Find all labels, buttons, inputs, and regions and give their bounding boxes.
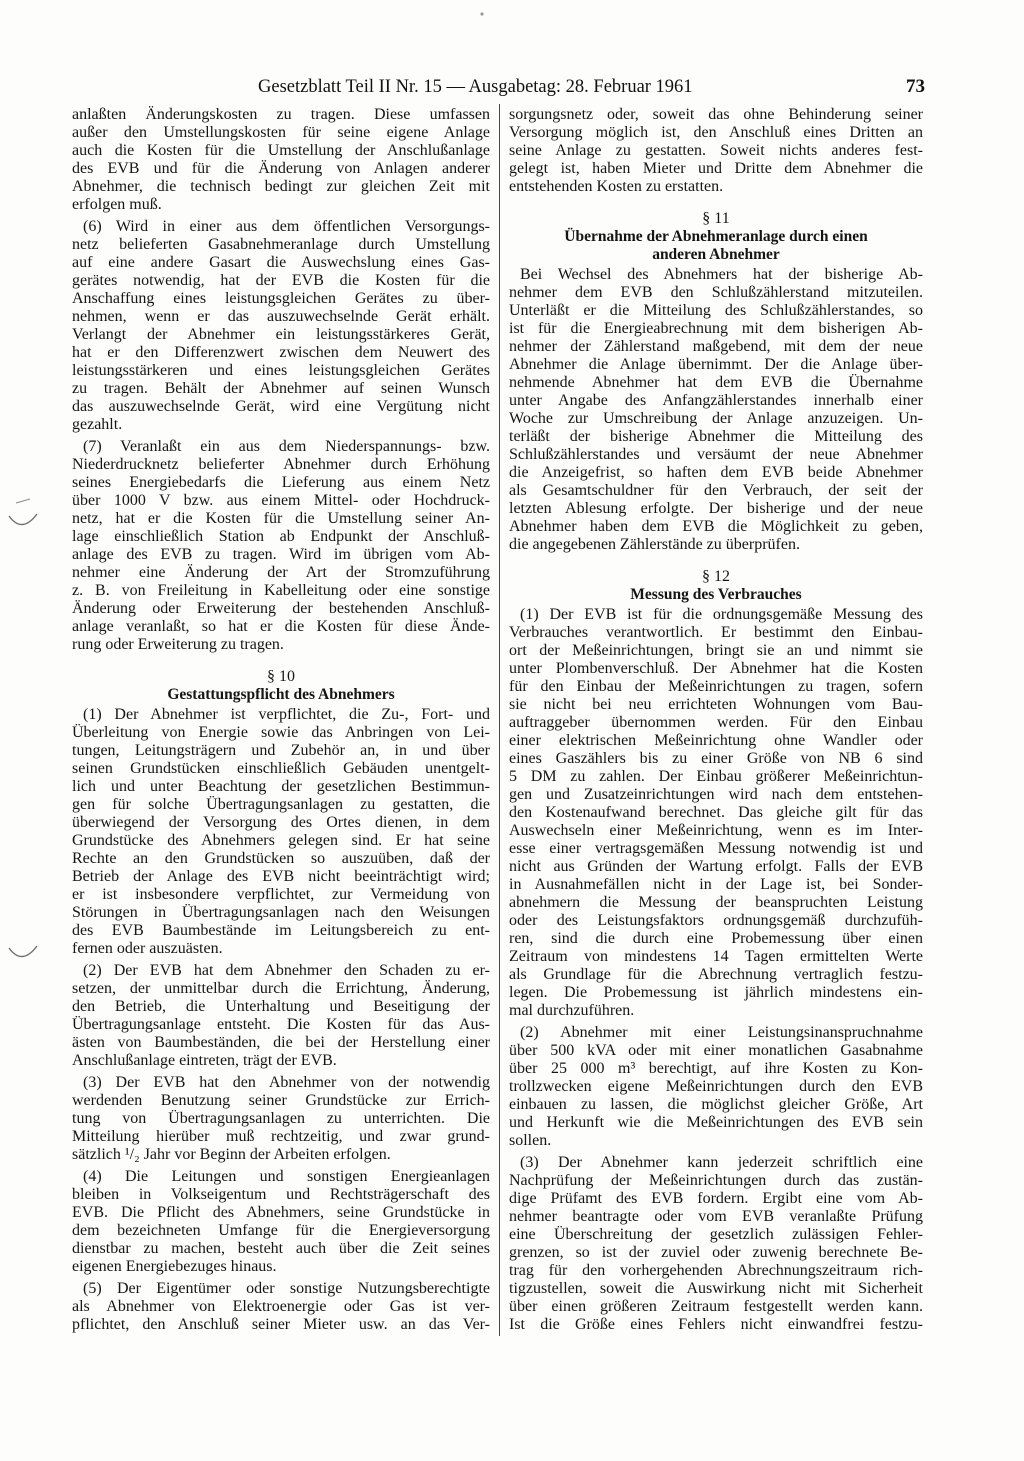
text-line: sorgungsnetz oder, soweit das ohne Behinderung seiner — [509, 106, 923, 123]
text-line: Rechte an den Grundstücken so auszuüben, daß der — [72, 850, 490, 867]
text-line: den Betrieb, die Unterhaltung und Beseitigung der — [72, 998, 490, 1015]
text-line: Verlangt der Abnehmer ein leistungsstärkeres Gerät, — [72, 326, 490, 343]
text-line: (7) Veranlaßt ein aus dem Niederspannungs- bzw. — [83, 438, 490, 455]
text-line: setzen, der unmittelbar durch die Errichtung, Änderung, — [72, 980, 490, 997]
text-line: nehmende Abnehmer hat dem EVB die Übernahme — [509, 374, 923, 391]
text-line: entstehenden Kosten zu erstatten. — [509, 178, 724, 195]
text-line: Nachprüfung der Meßeinrichtungen durch das zustän- — [509, 1172, 923, 1189]
text-line: Verbrauches verantwortlich. Er bestimmt den Einbau- — [509, 624, 923, 641]
text-line: fernen oder auszuästen. — [72, 940, 223, 957]
section-title: anderen Abnehmer — [652, 246, 780, 263]
text-line: (3) Der EVB hat den Abnehmer von der notwendig — [83, 1074, 490, 1091]
text-line: sätzlich ¹/₂ Jahr vor Beginn der Arbeiten erfolgen. — [72, 1146, 391, 1163]
text-line: Überleitung von Energie sowie das Anbringen von Lei- — [72, 724, 490, 741]
text-line: außer den Umstellungskosten für seine eigene Anlage — [72, 124, 490, 141]
text-line: den Kostenaufwand berechnet. Das gleiche gilt für das — [509, 804, 923, 821]
text-line: gezahlt. — [72, 416, 123, 433]
text-line: Schlußzählerstandes und versäumt der neue Abnehmer — [509, 446, 923, 463]
text-line: Ist die Größe eines Fehlers nicht einwandfrei festzu- — [509, 1316, 923, 1333]
text-line: letzten Ablesung erfolgte. Der bisherige und der neue — [509, 500, 923, 517]
text-line: tigzustellen, soweit die Auswirkung nicht mit Sicherheit — [509, 1280, 923, 1297]
text-line: für den Einbau der Meßeinrichtungen zu tragen, sofern — [509, 678, 923, 695]
text-line: EVB. Die Pflicht des Abnehmers, seine Grundstücke in — [72, 1204, 490, 1221]
text-line: anlage veranlaßt, so hat er die Kosten für diese Ände- — [72, 618, 490, 635]
text-line: Abnehmer, die technisch bedingt zur gleichen Zeit mit — [72, 178, 490, 195]
text-line: des EVB und für die Änderung von Anlagen anderer — [72, 160, 490, 177]
text-line: über 1000 V bzw. aus einem Mittel- oder Hochdruck- — [72, 492, 490, 509]
text-line: 5 DM zu zahlen. Der Einbau größerer Meßeinrichtun- — [509, 768, 923, 785]
text-line: legen. Die Probemessung ist jährlich mindestens ein- — [509, 984, 923, 1001]
text-line: rung oder Erweiterung zu tragen. — [72, 636, 284, 653]
text-line: nehmer beantragte oder vom EVB veranlaßte Prüfung — [509, 1208, 923, 1225]
page-number: 73 — [906, 76, 925, 97]
text-line: anlaßten Änderungskosten zu tragen. Diese umfassen — [72, 106, 490, 123]
text-line: Änderung oder Erweiterung der bestehenden Anschluß- — [72, 600, 490, 617]
text-line: unter Plombenverschluß. Der Abnehmer hat die Kosten — [509, 660, 923, 677]
text-line: gelegt ist, haben Mieter und Dritte dem Abnehmer die — [509, 160, 923, 177]
text-line: die Anzeigefrist, so haften dem EVB beide Abnehmer — [509, 464, 923, 481]
text-line: und Herkunft wie die Meßeinrichtungen des EVB sein — [509, 1114, 923, 1131]
text-line: über einen größeren Zeitraum festgestellt werden kann. — [509, 1298, 923, 1315]
text-line: pflichtet, den Anschluß seiner Mieter usw. an das Ver- — [72, 1316, 490, 1333]
text-line: gen für solche Übertragungsanlagen zu gestatten, die — [72, 796, 490, 813]
text-line: Übertragungsanlage entsteht. Die Kosten für das Aus- — [72, 1016, 490, 1033]
text-line: gerätes notwendig, hat der EVB die Kosten für die — [72, 272, 490, 289]
scan-mark — [16, 499, 30, 503]
text-line: anlage des EVB zu tragen. Wird im übrigen vom Ab- — [72, 546, 490, 563]
text-line: auftraggeber übernommen werden. Für den Einbau — [509, 714, 923, 731]
text-line: Unterläßt er die Mitteilung des Schlußzählerstandes, so — [509, 302, 923, 319]
text-line: Mitteilung hierüber muß rechtzeitig, und zwar grund- — [72, 1128, 490, 1145]
text-line: oder des Leistungsfaktors ordnungsgemäß durchzufüh- — [509, 912, 923, 929]
text-line: Störungen in Übertragungsanlagen nach den Weisungen — [72, 904, 490, 921]
text-line: dige Prüfamt des EVB fordern. Ergibt eine vom Ab- — [509, 1190, 923, 1207]
text-line: esse einer vertragsgemäßen Messung notwendig ist und — [509, 840, 923, 857]
section-number: § 11 — [702, 210, 730, 227]
text-line: tungen, Leitungsträgern und Zubehör an, in und über — [72, 742, 490, 759]
text-line: tung von Übertragungsanlagen zu unterrichten. Die — [72, 1110, 490, 1127]
scan-dot — [480, 12, 483, 15]
scan-mark — [9, 946, 37, 957]
text-line: nehmer dem EVB den Schlußzählerstand mitzuteilen. — [509, 284, 923, 301]
text-line: über 500 kVA oder mit einer monatlichen Gasabnahme — [509, 1042, 923, 1059]
text-line: netz, hat er die Kosten für die Umstellung seiner An- — [72, 510, 490, 527]
text-line: Grundstücke des Abnehmers gelegen sind. Er hat seine — [72, 832, 490, 849]
text-line: abnehmern die Messung der beanspruchten Leistung — [509, 894, 923, 911]
text-line: ren, sind die durch eine Probemessung über einen — [509, 930, 923, 947]
text-line: das auszuwechselnde Gerät, wird eine Vergütung nicht — [72, 398, 490, 415]
text-line: überwiegend der Versorgung des Ortes dienen, in dem — [72, 814, 490, 831]
text-line: Abnehmer die Anlage übernimmt. Der die Anlage über- — [509, 356, 923, 373]
text-line: Betrieb der Anlage des EVB nicht beeinträchtigt wird; — [72, 868, 490, 885]
text-line: grenzen, so ist der zuviel oder zuwenig berechnete Be- — [509, 1244, 923, 1261]
text-line: nehmen, wenn er das auszuwechselnde Gerät erhält. — [72, 308, 490, 325]
text-line: als Grundlage für die Abrechnung vertraglich festzu- — [509, 966, 923, 983]
text-line: werdenden Benutzung seiner Grundstücke zur Errich- — [72, 1092, 490, 1109]
text-line: netz belieferten Gasabnehmeranlage durch Umstellung — [72, 236, 490, 253]
text-line: lage einschließlich Station ab Endpunkt der Anschluß- — [72, 528, 490, 545]
text-line: des EVB Baumbestände im Leitungsbereich zu ent- — [72, 922, 490, 939]
text-line: seine Anlage zu gestatten. Soweit nichts anderes fest- — [509, 142, 923, 159]
text-line: Anschaffung eines leistungsgleichen Gerätes zu über- — [72, 290, 490, 307]
section-title: Gestattungspflicht des Abnehmers — [167, 686, 395, 703]
text-line: hat er den Differenzwert zwischen dem Neuwert des — [72, 344, 490, 361]
text-line: Abnehmer haben dem EVB die Möglichkeit zu geben, — [509, 518, 923, 535]
text-line: ästen von Baumbeständen, die bei der Herstellung einer — [72, 1034, 490, 1051]
text-line: (4) Die Leitungen und sonstigen Energieanlagen — [83, 1168, 490, 1185]
text-line: seinen Grundstücken einschließlich Gebäuden unentgelt- — [72, 760, 490, 777]
text-line: über 25 000 m³ berechtigt, auf ihre Kosten zu Kon- — [509, 1060, 923, 1077]
text-line: gen und Zusatzeinrichtungen wird nach dem entstehen- — [509, 786, 923, 803]
text-line: Auswechseln einer Meßeinrichtung, wenn es im Inter- — [509, 822, 923, 839]
text-line: einer elektrischen Meßeinrichtung ohne Wandler oder — [509, 732, 923, 749]
text-line: zu tragen. Behält der Abnehmer auf seinen Wunsch — [72, 380, 490, 397]
text-line: terläßt der bisherige Abnehmer die Mitteilung des — [509, 428, 923, 445]
section-number: § 12 — [702, 568, 730, 585]
text-line: (3) Der Abnehmer kann jederzeit schriftlich eine — [520, 1154, 923, 1171]
text-line: er ist insbesondere verpflichtet, zur Vermeidung von — [72, 886, 490, 903]
text-line: Anschlußanlage eintreten, trägt der EVB. — [72, 1052, 337, 1069]
text-line: eine Überschreitung der gesetzlich zulässigen Fehler- — [509, 1226, 923, 1243]
running-header: Gesetzblatt Teil II Nr. 15 — Ausgabetag: 28. Februar 1961 — [258, 77, 693, 97]
text-line: bleiben in Volkseigentum und Rechtsträgerschaft des — [72, 1186, 490, 1203]
text-line: als Gesamtschuldner für den Verbrauch, der seit der — [509, 482, 923, 499]
text-line: sollen. — [509, 1132, 552, 1149]
text-line: Woche zur Umschreibung der Anlage anzuzeigen. Un- — [509, 410, 923, 427]
section-title: Übernahme der Abnehmeranlage durch einen — [564, 228, 868, 245]
text-line: (2) Der EVB hat dem Abnehmer den Schaden zu er- — [83, 962, 490, 979]
text-line: nicht aus Gründen der Wartung erfolgt. Falls der EVB — [509, 858, 923, 875]
text-line: (1) Der EVB ist für die ordnungsgemäße Messung des — [520, 606, 923, 623]
text-line: Bei Wechsel des Abnehmers hat der bisherige Ab- — [520, 266, 923, 283]
text-line: auf eine andere Gasart die Auswechslung eines Gas- — [72, 254, 490, 271]
text-line: Zeitraum von mindestens 14 Tagen ermittelten Werte — [509, 948, 923, 965]
text-line: die angegebenen Zählerstände zu überprüfen. — [509, 536, 800, 553]
text-line: (5) Der Eigentümer oder sonstige Nutzungsberechtigte — [83, 1280, 490, 1297]
text-line: dem bezeichneten Umfange für die Energieversorgung — [72, 1222, 490, 1239]
text-line: nehmer eine Änderung der Art der Stromzuführung — [72, 564, 490, 581]
text-line: (1) Der Abnehmer ist verpflichtet, die Zu-, Fort- und — [83, 706, 490, 723]
text-line: leistungsstärkeren und eines leistungsgleichen Gerätes — [72, 362, 490, 379]
text-line: erfolgen muß. — [72, 196, 162, 213]
text-line: (6) Wird in einer aus dem öffentlichen Versorgungs- — [83, 218, 490, 235]
text-line: unter Angabe des Anfangzählerstandes innerhalb einer — [509, 392, 923, 409]
scan-mark — [9, 514, 37, 525]
text-line: mal durchzuführen. — [509, 1002, 635, 1019]
text-line: einbauen zu lassen, die möglichst gleicher Größe, Art — [509, 1096, 923, 1113]
text-line: (2) Abnehmer mit einer Leistungsinanspruchnahme — [520, 1024, 923, 1041]
text-line: z. B. von Freileitung in Kabelleitung oder eine sonstige — [72, 582, 490, 599]
text-line: in Ausnahmefällen nicht in der Lage ist, bei Sonder- — [509, 876, 923, 893]
text-line: als Abnehmer von Elektroenergie oder Gas ist ver- — [72, 1298, 490, 1315]
text-line: Niederdrucknetz belieferter Abnehmer durch Erhöhung — [72, 456, 490, 473]
text-line: nehmer der Zählerstand maßgebend, mit dem der neue — [509, 338, 923, 355]
text-line: sie nicht bei neu errichteten Wohnungen vom Bau- — [509, 696, 923, 713]
text-line: trollzwecken eigene Meßeinrichtungen durch den EVB — [509, 1078, 923, 1095]
text-line: eines Gaszählers bis zu einer Größe von NB 6 sind — [509, 750, 923, 767]
text-line: ist für die Energieabrechnung mit dem bisherigen Ab- — [509, 320, 923, 337]
section-number: § 10 — [267, 668, 295, 685]
text-line: trag für den vorhergehenden Abrechnungszeitraum rich- — [509, 1262, 923, 1279]
text-line: auch die Kosten für die Umstellung der Anschlußanlage — [72, 142, 490, 159]
text-line: lich und unter Beachtung der gesetzlichen Bestimmun- — [72, 778, 490, 795]
text-line: eigenen Energiebezuges hinaus. — [72, 1258, 277, 1275]
text-line: ort der Meßeinrichtungen, bringt sie an und nimmt sie — [509, 642, 923, 659]
text-line: Versorgung möglich ist, den Anschluß eines Dritten an — [509, 124, 923, 141]
section-title: Messung des Verbrauches — [630, 586, 802, 603]
text-line: dienstbar zu machen, besteht auch über die Zeit seines — [72, 1240, 490, 1257]
text-line: seines Energiebedarfs die Lieferung aus einem Netz — [72, 474, 490, 491]
